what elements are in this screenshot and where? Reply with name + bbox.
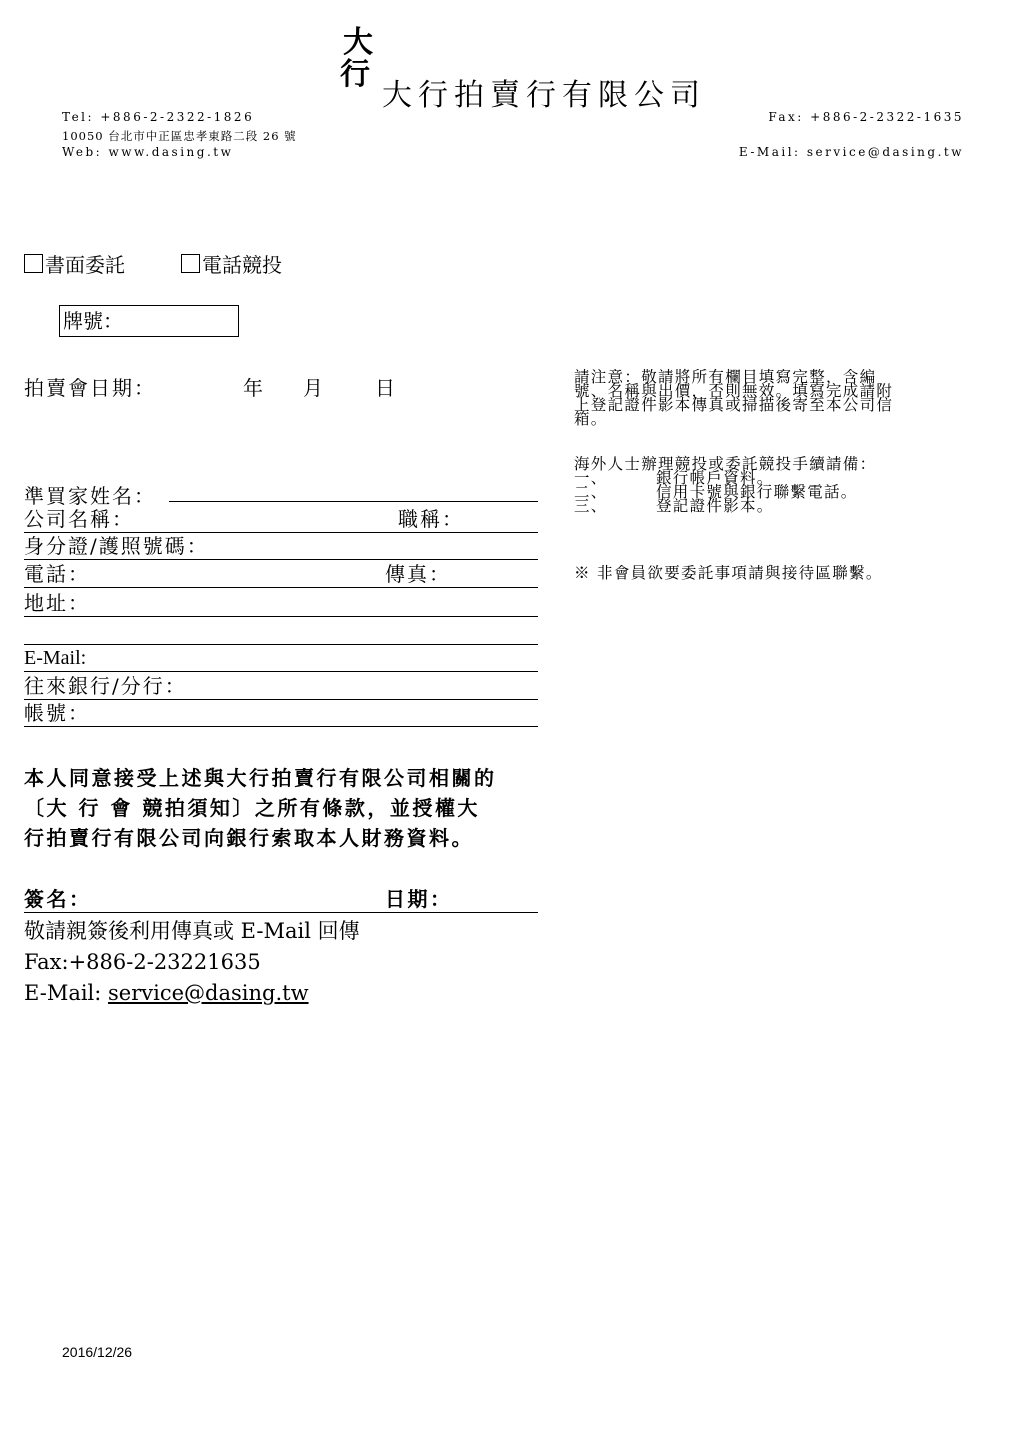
address-label: 地址： xyxy=(24,591,90,615)
email-text: E-Mail: service@dasing.tw xyxy=(738,145,964,159)
bank-label: 往來銀行/分行： xyxy=(24,674,187,698)
item-number: 二、 xyxy=(574,483,608,501)
id-passport-label: 身分證/護照號碼： xyxy=(24,534,209,558)
web-text: Web: www.dasing.tw xyxy=(62,145,234,159)
logo-glyph-bottom: 行 xyxy=(340,57,370,92)
fax-label: 傳真： xyxy=(385,562,451,586)
written-bid-checkbox[interactable] xyxy=(24,254,43,273)
print-date: 2016/12/26 xyxy=(62,1344,133,1360)
job-title-label: 職稱： xyxy=(398,507,464,531)
tel-text: Tel: +886-2-2322-1826 xyxy=(62,110,255,124)
notice-line: 上登記證件影本傳真或掃描後寄至本公司信 xyxy=(574,396,894,414)
plate-number-field[interactable] xyxy=(59,305,239,337)
overseas-item xyxy=(574,499,974,513)
signature-row[interactable] xyxy=(24,884,538,913)
consent-line: 本人同意接受上述與大行拍賣行有限公司相關的 xyxy=(24,766,497,790)
phone-bid-label: 電話競投 xyxy=(202,253,282,277)
auction-date-day: 日 xyxy=(375,376,397,400)
written-bid-option[interactable] xyxy=(24,249,125,278)
overseas-block xyxy=(574,457,974,513)
account-row[interactable] xyxy=(24,698,538,727)
consent-block xyxy=(24,763,497,853)
email-row[interactable] xyxy=(24,643,538,672)
overseas-title: 海外人士辦理競投或委託競投手續請備： xyxy=(574,455,877,473)
notice-block xyxy=(574,370,974,426)
notice-line: 請注意：敬請將所有欄目填寫完整，含編 xyxy=(574,368,877,386)
item-text: 信用卡號與銀行聯繫電話。 xyxy=(656,483,858,501)
overseas-item xyxy=(574,485,974,499)
plate-number-label: 牌號： xyxy=(63,309,123,333)
return-instructions xyxy=(24,916,360,1009)
id-passport-row[interactable] xyxy=(24,531,538,560)
phone-bid-checkbox[interactable] xyxy=(181,254,200,273)
bank-row[interactable] xyxy=(24,671,538,700)
return-email-link[interactable]: service@dasing.tw xyxy=(108,981,309,1005)
buyer-name-label: 準買家姓名： xyxy=(24,484,156,508)
company-name: 大行拍賣行有限公司 xyxy=(382,78,706,113)
written-bid-label: 書面委託 xyxy=(45,253,125,277)
item-number: 三、 xyxy=(574,497,608,515)
item-number: 一、 xyxy=(574,469,608,487)
consent-line: 行拍賣行有限公司向銀行索取本人財務資料。 xyxy=(24,826,474,850)
phone-label: 電話： xyxy=(24,562,90,586)
account-label: 帳號： xyxy=(24,701,90,725)
signature-date-label: 日期： xyxy=(385,887,453,911)
consent-line: 〔大 行 會 競拍須知〕之所有條款，並授權大 xyxy=(24,796,480,820)
phone-row[interactable] xyxy=(24,559,538,588)
address-row-2[interactable] xyxy=(24,616,538,645)
item-text: 銀行帳戶資料。 xyxy=(656,469,774,487)
buyer-name-field[interactable] xyxy=(169,501,538,502)
email-label: E-Mail: xyxy=(24,647,87,669)
return-fax: Fax:+886-2-23221635 xyxy=(24,950,261,974)
return-email-prefix: E-Mail: xyxy=(24,981,109,1005)
item-text: 登記證件影本。 xyxy=(656,497,774,515)
fax-text: Fax: +886-2-2322-1635 xyxy=(768,110,964,124)
company-row[interactable] xyxy=(24,504,538,533)
nonmember-note: ※ 非會員欲要委託事項請與接待區聯繫。 xyxy=(574,564,883,582)
return-email-line xyxy=(24,978,360,1009)
return-note: 敬請親簽後利用傳真或 E-Mail 回傳 xyxy=(24,919,360,943)
address-text: 10050 台北市中正區忠孝東路二段 26 號 xyxy=(62,129,297,143)
auction-date-label: 拍賣會日期： xyxy=(24,376,156,400)
logo-glyph-top: 大 xyxy=(343,25,373,60)
company-label: 公司名稱： xyxy=(24,507,134,531)
auction-date-month: 月 xyxy=(303,376,325,400)
address-row[interactable] xyxy=(24,588,538,617)
notice-line: 號、名稱與出價，否則無效。填寫完成請附 xyxy=(574,382,894,400)
notice-line: 箱。 xyxy=(574,410,608,428)
auction-date-year: 年 xyxy=(243,376,265,400)
phone-bid-option[interactable] xyxy=(181,249,282,278)
signature-label: 簽名： xyxy=(24,887,92,911)
